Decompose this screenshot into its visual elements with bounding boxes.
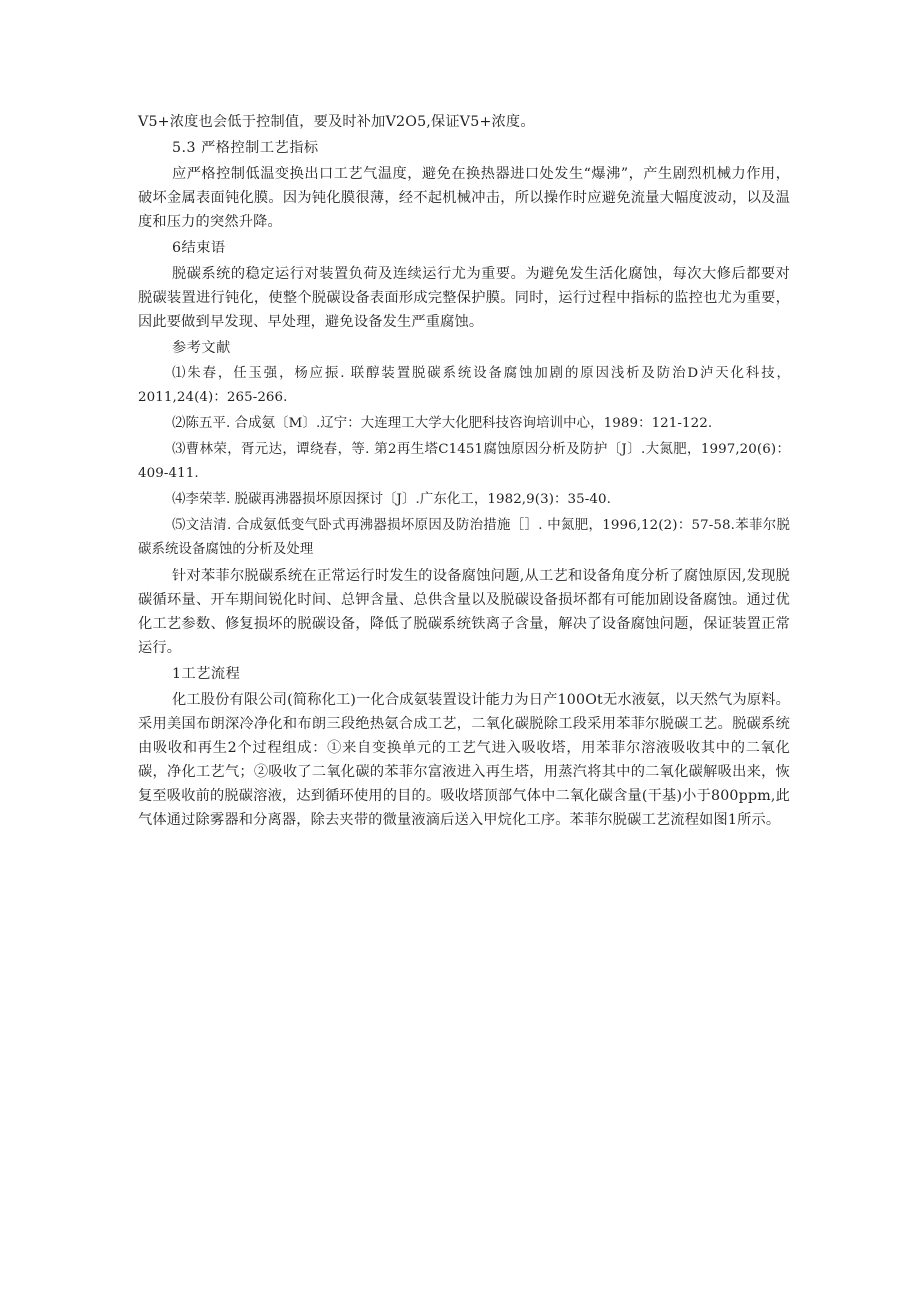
- section-heading-5-3: 5.3 严格控制工艺指标: [172, 140, 319, 156]
- paragraph-conclusion: 脱碳系统的稳定运行对装置负荷及连续运行尤为重要。为避免发生活化腐蚀，每次大修后都要对脱碳装置进行钝化，使整个脱碳设备表面形成完整保护膜。同时，运行过程中指标的监控也尤为重要，因此要做到早发现、早处理，避免设备发生严重腐蚀。: [138, 266, 790, 330]
- reference-item-2: ⑵陈五平. 合成氨〔M〕.辽宁：大连理工大学大化肥科技咨询培训中心，1989：121-122.: [172, 416, 713, 431]
- document-page: [138, 110, 790, 834]
- reference-item-4: ⑷李荣莘. 脱碳再沸器损坏原因探讨〔J〕.广东化工，1982,9(3)：35-40.: [172, 492, 612, 507]
- reference-item-1: ⑴朱春，任玉强，杨应振. 联醇装置脱碳系统设备腐蚀加剧的原因浅析及防治D泸天化科技，2011,24(4)：265-266.: [138, 366, 790, 405]
- section-heading-process-flow: 1工艺流程: [172, 666, 241, 682]
- reference-item-3: ⑶曹林荣，胥元达，谭绕春，等. 第2再生塔C1451腐蚀原因分析及防护〔J〕.大氮肥，1997,20(6)：409-411.: [138, 442, 790, 481]
- references-heading: 参考文献: [172, 340, 231, 356]
- reference-item-5: ⑸文洁清. 合成氨低变气卧式再沸器损坏原因及防治措施［］. 中氮肥，1996,12(2)：57-58.苯菲尔脱碳系统设备腐蚀的分析及处理: [138, 518, 790, 557]
- paragraph-v5-concentration: V5+浓度也会低于控制值，要及时补加V2O5,保证V5+浓度。: [138, 114, 535, 130]
- paragraph-abstract: 针对苯菲尔脱碳系统在正常运行时发生的设备腐蚀问题,从工艺和设备角度分析了腐蚀原因,发现脱碳循环量、开车期间锐化时间、总钾含量、总供含量以及脱碳设备损坏都有可能加剧设备腐蚀。通过优化工艺参数、修复损坏的脱碳设备，降低了脱碳系统铁离子含量，解决了设备腐蚀问题，保证装置正常运行。: [138, 568, 790, 656]
- paragraph-process-flow: 化工股份有限公司(简称化工)一化合成氨装置设计能力为日产100Ot无水液氨，以天然气为原料。采用美国布朗深冷净化和布朗三段绝热氨合成工艺，二氧化碳脱除工段采用苯菲尔脱碳工艺。脱碳系统由吸收和再生2个过程组成：①来自变换单元的工艺气进入吸收塔，用苯菲尔溶液吸收其中的二氧化碳，净化工艺气；②吸收了二氧化碳的苯菲尔富液进入再生塔，用蒸汽将其中的二氧化碳解吸出来，恢复至吸收前的脱碳溶液，达到循环使用的目的。吸收塔顶部气体中二氧化碳含量(干基)小于800ppm,此气体通过除雾器和分离器，除去夹带的微量液滴后送入甲烷化工序。苯菲尔脱碳工艺流程如图1所示。: [138, 692, 790, 828]
- section-heading-conclusion: 6结束语: [172, 240, 226, 256]
- paragraph-process-control: 应严格控制低温变换出口工艺气温度，避免在换热器进口处发生“爆沸”，产生剧烈机械力作用，破坏金属表面钝化膜。因为钝化膜很薄，经不起机械冲击，所以操作时应避免流量大幅度波动，以及温度和压力的突然升降。: [138, 166, 790, 230]
